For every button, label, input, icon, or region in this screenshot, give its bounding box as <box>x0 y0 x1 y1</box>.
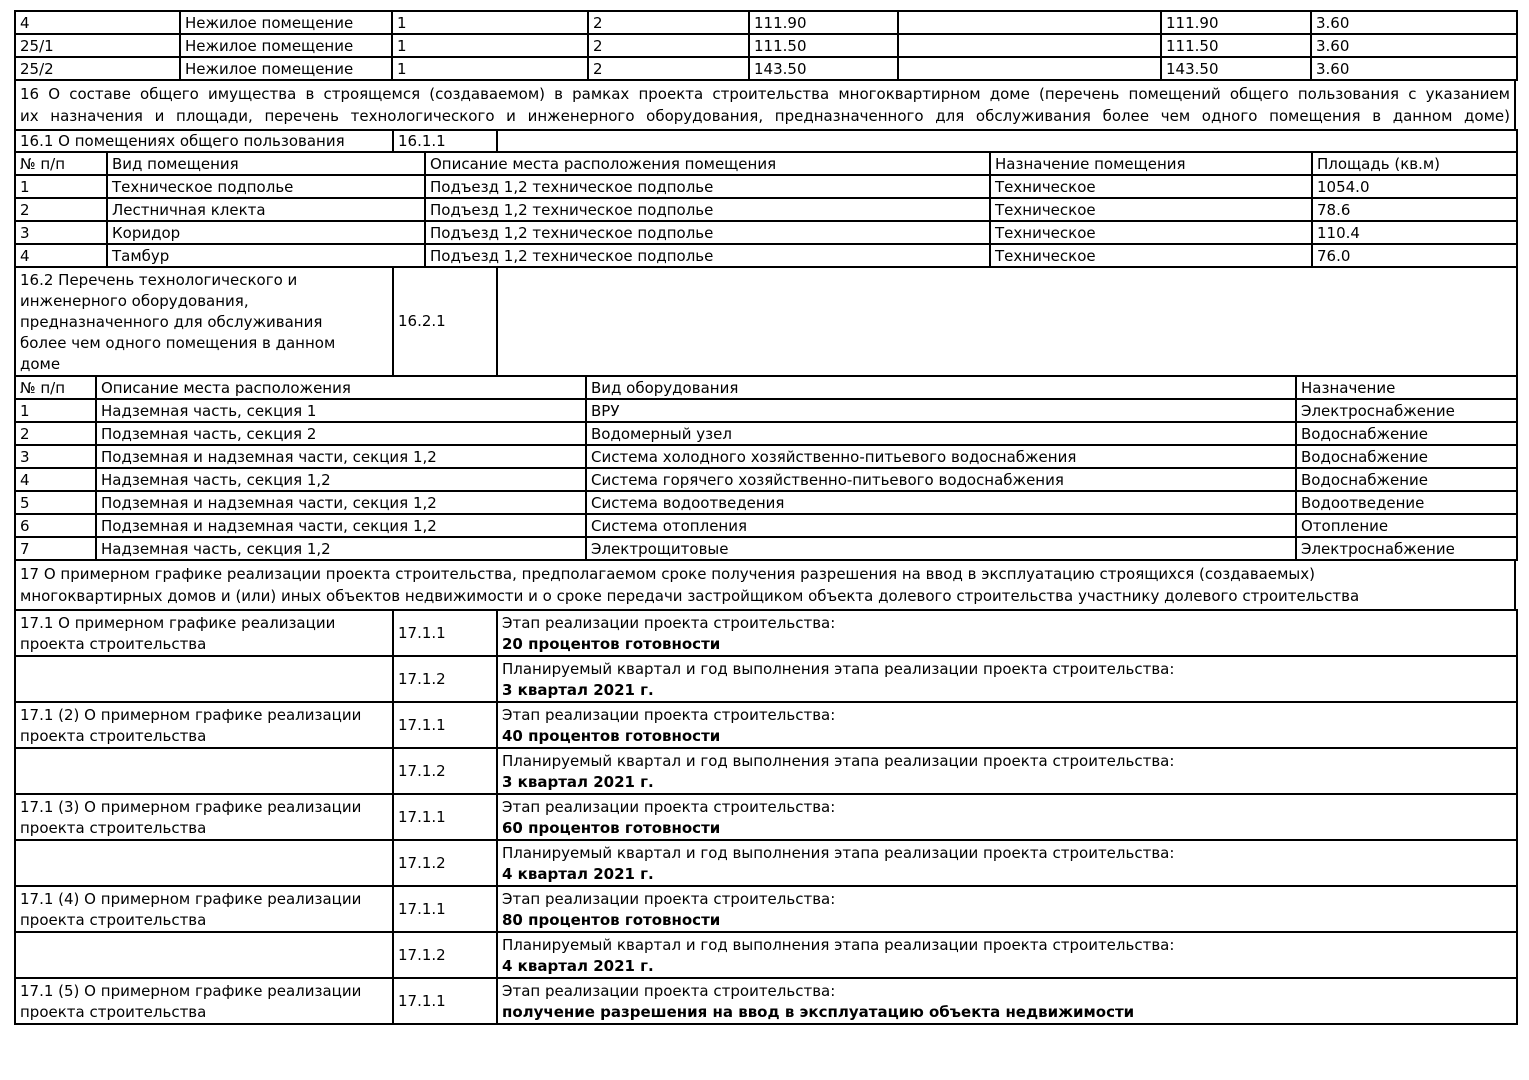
cell-stage <box>497 840 1517 886</box>
cell-room-type: Лестничная клекта <box>107 198 425 221</box>
cell-empty <box>898 34 1161 57</box>
col-header-purpose: Назначение помещения <box>990 152 1312 175</box>
cell-area: 1054.0 <box>1312 175 1517 198</box>
subsection-code: 16.2.1 <box>393 267 497 376</box>
row-16-1 <box>14 129 1518 153</box>
stage-value: 80 процентов готовности <box>502 911 721 929</box>
cell-room-type: Техническое подполье <box>107 175 425 198</box>
cell-purpose: Отопление <box>1296 514 1517 537</box>
heading-line: 16 О составе общего имущества в строящемся (создаваемом) в рамках проекта строительства многоквартирном доме (перечень помещений общего пользования с указанием <box>20 85 1510 103</box>
cell-purpose: Техническое <box>990 175 1312 198</box>
cell-area: 143.50 <box>1161 57 1311 80</box>
cell-room-type: Коридор <box>107 221 425 244</box>
subsection-label: 17.1 (2) О примерном графике реализации проекта строительства <box>15 702 393 748</box>
equipment-table <box>14 375 1518 561</box>
cell-purpose: Водоотведение <box>1296 491 1517 514</box>
subsection-label <box>15 267 393 376</box>
cell-stage <box>497 748 1517 794</box>
cell-num: 5 <box>15 491 96 514</box>
cell-num: 2 <box>15 198 107 221</box>
cell-unit-type: Нежилое помещение <box>180 34 392 57</box>
table-row <box>15 57 1517 80</box>
table-row <box>15 445 1517 468</box>
subsection-code: 17.1.1 <box>393 886 497 932</box>
label-line: доме <box>20 355 61 373</box>
cell-area: 110.4 <box>1312 221 1517 244</box>
cell-stage <box>497 610 1517 656</box>
stage-caption: Планируемый квартал и год выполнения этапа реализации проекта строительства: <box>502 752 1175 770</box>
cell-location: Подъезд 1,2 техническое подполье <box>425 244 990 267</box>
subsection-code: 17.1.1 <box>393 702 497 748</box>
cell-purpose: Электроснабжение <box>1296 399 1517 422</box>
col-header-num: № п/п <box>15 376 96 399</box>
cell-num: 6 <box>15 514 96 537</box>
cell-value: 2 <box>588 57 749 80</box>
stage-caption: Этап реализации проекта строительства: <box>502 706 836 724</box>
cell-purpose: Водоснабжение <box>1296 422 1517 445</box>
cell-value: 2 <box>588 34 749 57</box>
cell-location: Надземная часть, секция 1,2 <box>96 537 586 560</box>
subsection-label <box>15 932 393 978</box>
cell-num: 4 <box>15 468 96 491</box>
table-row <box>15 468 1517 491</box>
cell-num: 1 <box>15 399 96 422</box>
cell-location: Подземная и надземная части, секция 1,2 <box>96 491 586 514</box>
table-row <box>15 656 1517 702</box>
heading-line: 17 О примерном графике реализации проекта строительства, предполагаемом сроке получения разрешения на ввод в эксплуатацию строящихся (создаваемых) <box>20 565 1315 583</box>
schedule-table <box>14 609 1518 1025</box>
table-header-row <box>15 376 1517 399</box>
cell-unit-number: 25/1 <box>15 34 180 57</box>
cell-purpose: Водоснабжение <box>1296 445 1517 468</box>
stage-value: 3 квартал 2021 г. <box>502 773 654 791</box>
cell-purpose: Водоснабжение <box>1296 468 1517 491</box>
stage-caption: Этап реализации проекта строительства: <box>502 614 836 632</box>
cell-location: Подземная и надземная части, секция 1,2 <box>96 445 586 468</box>
table-row <box>15 794 1517 840</box>
cell-value: 1 <box>392 57 588 80</box>
cell-purpose: Электроснабжение <box>1296 537 1517 560</box>
subsection-label <box>15 840 393 886</box>
cell-num: 1 <box>15 175 107 198</box>
subsection-code: 16.1.1 <box>393 130 497 152</box>
cell-stage <box>497 978 1517 1024</box>
stage-caption: Планируемый квартал и год выполнения этапа реализации проекта строительства: <box>502 660 1175 678</box>
cell-value: 3.60 <box>1311 34 1517 57</box>
cell-purpose: Техническое <box>990 198 1312 221</box>
subsection-label: 16.1 О помещениях общего пользования <box>15 130 393 152</box>
cell-equipment-type: Водомерный узел <box>586 422 1296 445</box>
table-row <box>15 840 1517 886</box>
label-line: 16.2 Перечень технологического и <box>20 271 298 289</box>
subsection-label <box>15 748 393 794</box>
label-line: более чем одного помещения в данном <box>20 334 336 352</box>
stage-value: 3 квартал 2021 г. <box>502 681 654 699</box>
subsection-label: 17.1 О примерном графике реализации проекта строительства <box>15 610 393 656</box>
stage-value: получение разрешения на ввод в эксплуатацию объекта недвижимости <box>502 1003 1135 1021</box>
col-header-num: № п/п <box>15 152 107 175</box>
cell-stage <box>497 702 1517 748</box>
cell-location: Надземная часть, секция 1 <box>96 399 586 422</box>
table-row <box>15 610 1517 656</box>
cell-area: 111.90 <box>749 11 898 34</box>
table-header-row <box>15 152 1517 175</box>
label-line: инженерного оборудования, <box>20 292 249 310</box>
subsection-label: 17.1 (5) О примерном графике реализации проекта строительства <box>15 978 393 1024</box>
cell-empty <box>898 57 1161 80</box>
cell-num: 3 <box>15 445 96 468</box>
cell-area: 76.0 <box>1312 244 1517 267</box>
cell-equipment-type: Электрощитовые <box>586 537 1296 560</box>
cell-location: Подземная и надземная части, секция 1,2 <box>96 514 586 537</box>
section-17-heading <box>14 559 1516 611</box>
cell-area: 143.50 <box>749 57 898 80</box>
cell-stage <box>497 932 1517 978</box>
heading-line: многоквартирных домов и (или) иных объектов недвижимости и о сроке передачи застройщиком объекта долевого строительства участнику долевого строительства <box>20 587 1360 605</box>
subsection-code: 17.1.2 <box>393 656 497 702</box>
cell-unit-number: 4 <box>15 11 180 34</box>
heading-line: их назначения и площади, перечень технологического и инженерного оборудования, предназначенного для обслуживания более чем одного помещения в данном доме) <box>20 107 1510 125</box>
cell-area: 111.90 <box>1161 11 1311 34</box>
subsection-label <box>15 656 393 702</box>
cell-equipment-type: Система холодного хозяйственно-питьевого водоснабжения <box>586 445 1296 468</box>
table-row <box>15 130 1517 152</box>
stage-value: 4 квартал 2021 г. <box>502 865 654 883</box>
declaration-document <box>14 10 1516 1025</box>
cell-area: 111.50 <box>749 34 898 57</box>
table-row <box>15 932 1517 978</box>
cell-equipment-type: Система водоотведения <box>586 491 1296 514</box>
col-header-location: Описание места расположения помещения <box>425 152 990 175</box>
cell-location: Надземная часть, секция 1,2 <box>96 468 586 491</box>
cell-value: 1 <box>392 11 588 34</box>
table-row <box>15 422 1517 445</box>
table-row <box>15 537 1517 560</box>
table-row <box>15 221 1517 244</box>
table-row <box>15 267 1517 376</box>
subsection-code: 17.1.2 <box>393 932 497 978</box>
stage-caption: Этап реализации проекта строительства: <box>502 798 836 816</box>
stage-caption: Планируемый квартал и год выполнения этапа реализации проекта строительства: <box>502 936 1175 954</box>
subsection-label: 17.1 (3) О примерном графике реализации проекта строительства <box>15 794 393 840</box>
cell-location: Подъезд 1,2 техническое подполье <box>425 221 990 244</box>
cell-equipment-type: Система отопления <box>586 514 1296 537</box>
cell-num: 2 <box>15 422 96 445</box>
table-row <box>15 491 1517 514</box>
cell-purpose: Техническое <box>990 244 1312 267</box>
table-row <box>15 244 1517 267</box>
subsection-code: 17.1.2 <box>393 748 497 794</box>
cell-stage <box>497 656 1517 702</box>
table-row <box>15 886 1517 932</box>
cell-stage <box>497 886 1517 932</box>
cell-unit-number: 25/2 <box>15 57 180 80</box>
cell-room-type: Тамбур <box>107 244 425 267</box>
table-row <box>15 34 1517 57</box>
table-row <box>15 175 1517 198</box>
table-row <box>15 748 1517 794</box>
cell-location: Подземная часть, секция 2 <box>96 422 586 445</box>
common-rooms-table <box>14 151 1518 268</box>
cell-value: 2 <box>588 11 749 34</box>
cell-location: Подъезд 1,2 техническое подполье <box>425 198 990 221</box>
cell-equipment-type: Система горячего хозяйственно-питьевого водоснабжения <box>586 468 1296 491</box>
cell-purpose: Техническое <box>990 221 1312 244</box>
table-row <box>15 11 1517 34</box>
table-row <box>15 978 1517 1024</box>
cell-empty <box>497 130 1517 152</box>
apartments-table <box>14 10 1518 81</box>
stage-value: 4 квартал 2021 г. <box>502 957 654 975</box>
table-row <box>15 514 1517 537</box>
stage-value: 60 процентов готовности <box>502 819 721 837</box>
subsection-code: 17.1.2 <box>393 840 497 886</box>
cell-area: 111.50 <box>1161 34 1311 57</box>
subsection-code: 17.1.1 <box>393 610 497 656</box>
block-16-2 <box>14 266 1518 377</box>
cell-num: 7 <box>15 537 96 560</box>
col-header-equipment-type: Вид оборудования <box>586 376 1296 399</box>
table-row <box>15 702 1517 748</box>
subsection-label: 17.1 (4) О примерном графике реализации проекта строительства <box>15 886 393 932</box>
cell-value: 3.60 <box>1311 57 1517 80</box>
stage-caption: Этап реализации проекта строительства: <box>502 890 836 908</box>
cell-location: Подъезд 1,2 техническое подполье <box>425 175 990 198</box>
subsection-code: 17.1.1 <box>393 978 497 1024</box>
cell-stage <box>497 794 1517 840</box>
table-row <box>15 198 1517 221</box>
stage-caption: Этап реализации проекта строительства: <box>502 982 836 1000</box>
section-16-heading <box>14 79 1516 131</box>
cell-unit-type: Нежилое помещение <box>180 11 392 34</box>
col-header-area: Площадь (кв.м) <box>1312 152 1517 175</box>
col-header-location: Описание места расположения <box>96 376 586 399</box>
stage-value: 20 процентов готовности <box>502 635 721 653</box>
cell-unit-type: Нежилое помещение <box>180 57 392 80</box>
cell-value: 1 <box>392 34 588 57</box>
cell-empty <box>497 267 1517 376</box>
stage-caption: Планируемый квартал и год выполнения этапа реализации проекта строительства: <box>502 844 1175 862</box>
col-header-room-type: Вид помещения <box>107 152 425 175</box>
cell-area: 78.6 <box>1312 198 1517 221</box>
label-line: предназначенного для обслуживания <box>20 313 323 331</box>
cell-num: 3 <box>15 221 107 244</box>
col-header-purpose: Назначение <box>1296 376 1517 399</box>
cell-empty <box>898 11 1161 34</box>
table-row <box>15 399 1517 422</box>
stage-value: 40 процентов готовности <box>502 727 721 745</box>
subsection-code: 17.1.1 <box>393 794 497 840</box>
cell-value: 3.60 <box>1311 11 1517 34</box>
cell-equipment-type: ВРУ <box>586 399 1296 422</box>
cell-num: 4 <box>15 244 107 267</box>
